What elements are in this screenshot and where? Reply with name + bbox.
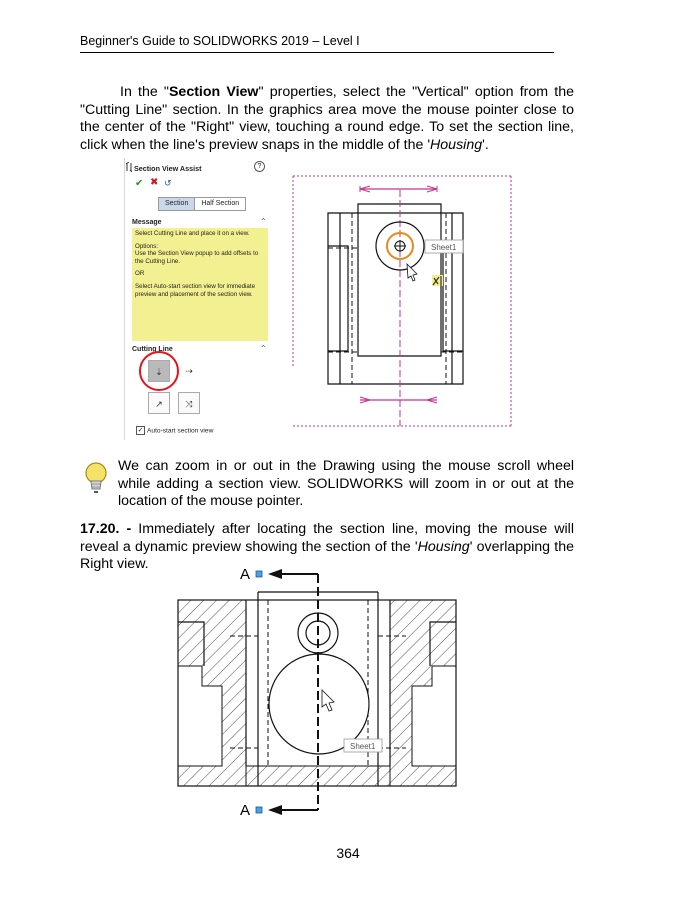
sheet-label-2: Sheet1 — [350, 742, 376, 751]
message-line-3: OR — [135, 270, 145, 278]
message-line-2: Options: Use the Section View popup to add offsets to the Cutting Line. — [135, 242, 259, 265]
panel-title: Section View Assist — [134, 164, 202, 173]
vertical-cut-icon[interactable]: ⇣ — [148, 360, 170, 382]
message-box — [132, 228, 268, 341]
aligned-cut-icon[interactable]: ⤨ — [178, 392, 200, 414]
sheet-label: Sheet1 — [431, 243, 457, 252]
lightbulb-icon — [84, 461, 108, 497]
ok-check-icon[interactable]: ✔ — [135, 178, 144, 189]
page-number: 364 — [336, 845, 360, 861]
paragraph-section-view: In the "Section View" properties, select the "Vertical" option from the "Cutting Line" section. In the graphics area move the mouse pointer close to the center of the "Right" view, touching a round edge. To set the section line, click when the line's preview snaps in the middle of the 'Housing'. — [80, 84, 574, 153]
message-header: Message — [132, 219, 162, 226]
undo-icon[interactable]: ↺ — [164, 178, 172, 188]
collapse-chevron-icon[interactable]: ⌃ — [260, 217, 267, 226]
section-view-assist-panel — [124, 158, 276, 440]
auxiliary-cut-icon[interactable]: ↗ — [148, 392, 170, 414]
cancel-x-icon[interactable]: ✖ — [150, 177, 159, 188]
section-type-tabs — [158, 197, 246, 211]
bold-section-view: Section View — [168, 84, 259, 100]
message-line-1: Select Cutting Line and place it on a view. — [135, 230, 250, 237]
tab-half-section[interactable]: Half Section — [195, 198, 245, 210]
step-number: 17.20. - — [80, 521, 132, 537]
tip-text: We can zoom in or out in the Drawing using the mouse scroll wheel while adding a section view. SOLIDWORKS will zoom in or out at the location of the mouse pointer. — [118, 458, 574, 510]
help-icon[interactable]: ? — [254, 161, 265, 172]
italic-housing: Housing — [430, 136, 483, 153]
highlight-circle — [139, 351, 179, 391]
collapse-chevron-icon-2[interactable]: ⌃ — [260, 344, 267, 353]
tab-section[interactable]: Section — [159, 198, 195, 210]
paragraph-step-17-20: 17.20. - Immediately after locating the section line, moving the mouse will reveal a dynamic preview showing the section of the 'Housing' overlapping the Right view. — [80, 521, 575, 573]
cutting-line-header: Cutting Line — [132, 346, 173, 353]
running-header: Beginner's Guide to SOLIDWORKS 2019 – Level I — [80, 34, 360, 48]
section-preview-drawing — [174, 566, 460, 820]
housing-outline — [328, 204, 463, 384]
italic-housing-2: Housing — [417, 538, 470, 555]
horizontal-cut-icon[interactable]: ⇢ — [185, 366, 193, 376]
section-label-bottom: A — [240, 802, 251, 819]
message-line-4: Select Auto-start section view for immediate preview and placement of the section view. — [135, 282, 256, 298]
handle-bottom — [256, 807, 262, 813]
auto-start-checkbox[interactable]: ✓ Auto-start section view — [137, 427, 214, 435]
header-rule — [80, 52, 554, 53]
section-label-top: A — [240, 566, 251, 583]
handle-top — [256, 571, 262, 577]
checkbox-check-icon: ✓ — [137, 427, 144, 434]
section-view-icon — [125, 162, 133, 172]
drawing-right-view — [282, 166, 522, 436]
